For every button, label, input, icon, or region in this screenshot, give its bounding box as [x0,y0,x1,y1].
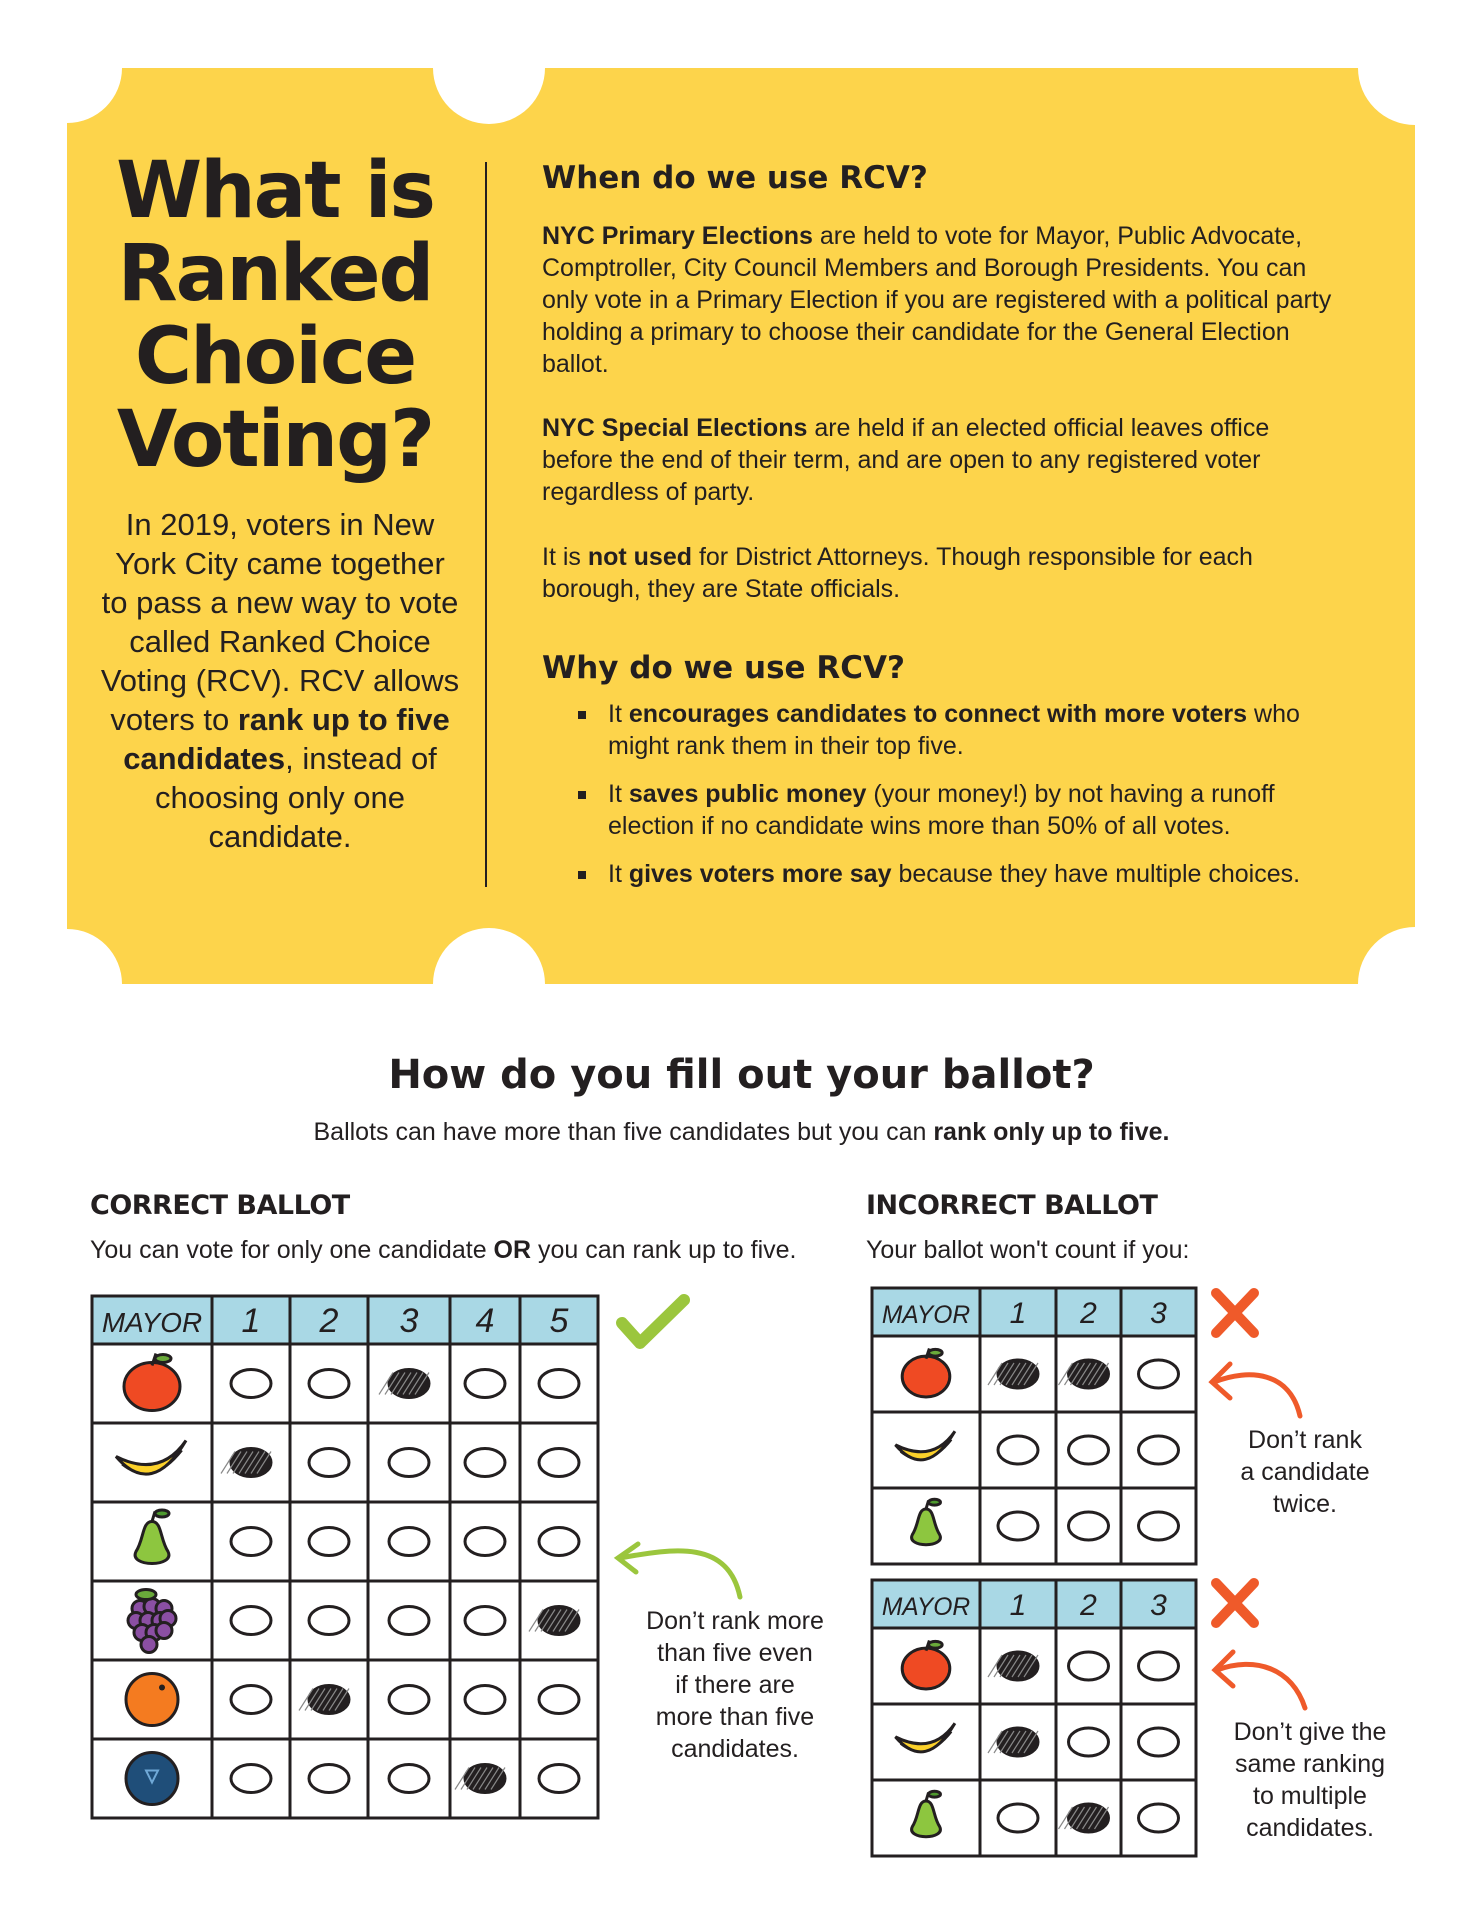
filled-bubble [299,1686,349,1714]
when-heading: When do we use RCV? [542,160,928,196]
apple-icon [124,1354,180,1411]
ballot-header-text: MAYOR [881,1593,971,1621]
ballot-header-text: 2 [1080,1296,1097,1330]
filled-bubble [529,1607,579,1635]
empty-bubble [539,1528,579,1556]
empty-bubble [309,1449,349,1477]
primary-paragraph: NYC Primary Elections are held to vote for Mayor, Public Advocate, Comptroller, City Council Members and Borough Presidents. You can only vote in a Primary Election if you are registered with a political party holding a primary to choose their candidate for the General Election ballot. [542,222,1332,378]
filled-bubble [1059,1804,1109,1832]
empty-bubble [231,1607,271,1635]
empty-bubble [389,1449,429,1477]
empty-bubble [1069,1512,1109,1540]
correct-ballot-label: CORRECT BALLOT [90,1190,350,1221]
pear-icon [135,1510,169,1564]
filled-bubble [988,1728,1038,1756]
ballot-header-text: 2 [1080,1588,1097,1622]
list-item: It encourages candidates to connect with more voters who might rank them in their top five. [542,698,1342,762]
arrow-icon [1212,1364,1300,1416]
arrow-icon [1215,1652,1305,1708]
correct-ballot-desc: You can vote for only one candidate OR you can rank up to five. [90,1236,797,1264]
empty-bubble [998,1436,1038,1464]
pear-icon [912,1499,941,1544]
special-paragraph: NYC Special Elections are held if an elected official leaves office before the end of their term, and are open to any registered voter regardless of party. [542,414,1270,506]
cross-icon [1216,1583,1254,1623]
empty-bubble [1069,1436,1109,1464]
ballot-header-text: 4 [475,1302,495,1341]
empty-bubble [465,1528,505,1556]
empty-bubble [539,1370,579,1398]
note-same-ranking: Don’t give the same ranking to multiple candidates. [1233,1718,1387,1842]
empty-bubble [1139,1804,1179,1832]
why-heading: Why do we use RCV? [542,650,905,686]
empty-bubble [465,1449,505,1477]
ballot-header-text: 3 [399,1302,419,1341]
title-line: What is [116,146,434,236]
empty-bubble [539,1449,579,1477]
banana-icon [116,1441,186,1475]
empty-bubble [389,1528,429,1556]
empty-bubble [1139,1728,1179,1756]
grapes-icon [128,1590,176,1653]
intro-text: In 2019, voters in New York City came together to pass a new way to vote called Ranked Choice Voting (RCV). RCV allows voters to rank up to five candidates, instead of choosing only one candidate. [100,507,460,854]
check-icon [622,1300,684,1343]
empty-bubble [309,1607,349,1635]
orange-icon [126,1674,178,1726]
empty-bubble [309,1528,349,1556]
ballot-header-text: 3 [1150,1296,1167,1330]
note-rank-twice: Don’t rank a candidate twice. [1240,1426,1370,1518]
apple-icon [902,1349,950,1397]
cross-icon [1216,1293,1254,1333]
empty-bubble [231,1528,271,1556]
empty-bubble [539,1686,579,1714]
title-line: Voting? [116,395,434,485]
empty-bubble [231,1686,271,1714]
ballot-header-text: MAYOR [881,1301,971,1329]
how-subtitle: Ballots can have more than five candidates but you can rank only up to five. [313,1118,1170,1146]
empty-bubble [1139,1360,1179,1388]
banana-icon [895,1723,955,1752]
empty-bubble [231,1765,271,1793]
not-used-paragraph: It is not used for District Attorneys. Though responsible for each borough, they are State officials. [542,543,1253,603]
empty-bubble [1139,1512,1179,1540]
empty-bubble [465,1370,505,1398]
empty-bubble [1069,1728,1109,1756]
empty-bubble [465,1686,505,1714]
ballot-header-text: 3 [1150,1588,1167,1622]
empty-bubble [1139,1436,1179,1464]
note-more-than-five: Don’t rank more than five even if there are more than five candidates. [646,1607,824,1763]
empty-bubble [309,1370,349,1398]
empty-bubble [539,1765,579,1793]
empty-bubble [389,1607,429,1635]
empty-bubble [309,1765,349,1793]
ballot-header-text: MAYOR [101,1307,203,1339]
filled-bubble [379,1370,429,1398]
banana-icon [895,1431,955,1460]
incorrect-ballot-desc: Your ballot won't count if you: [866,1236,1190,1264]
ballot-header-text: 1 [1009,1296,1027,1330]
empty-bubble [998,1512,1038,1540]
list-item: It gives voters more say because they have multiple choices. [542,858,1342,890]
blueberry-icon [126,1753,178,1805]
title-line: Ranked [117,229,433,319]
empty-bubble [389,1686,429,1714]
list-item: It saves public money (your money!) by not having a runoff election if no candidate wins more than 50% of all votes. [542,778,1342,842]
pear-icon [912,1791,941,1836]
empty-bubble [1139,1652,1179,1680]
incorrect-ballot-label: INCORRECT BALLOT [866,1190,1158,1221]
ballot-header-text: 5 [549,1302,569,1341]
filled-bubble [988,1360,1038,1388]
empty-bubble [1069,1652,1109,1680]
empty-bubble [231,1370,271,1398]
filled-bubble [221,1449,271,1477]
filled-bubble [988,1652,1038,1680]
empty-bubble [998,1804,1038,1832]
empty-bubble [465,1607,505,1635]
intro-bold: rank up to five candidates [123,702,450,776]
empty-bubble [389,1765,429,1793]
arrow-icon [618,1544,740,1597]
ballot-header-text: 1 [1009,1588,1027,1622]
filled-bubble [455,1765,505,1793]
apple-icon [902,1641,950,1689]
ballot-header-text: 2 [319,1302,339,1341]
how-title: How do you fill out your ballot? [388,1052,1095,1098]
title-line: Choice [134,312,416,402]
filled-bubble [1059,1360,1109,1388]
ballot-header-text: 1 [241,1302,261,1341]
